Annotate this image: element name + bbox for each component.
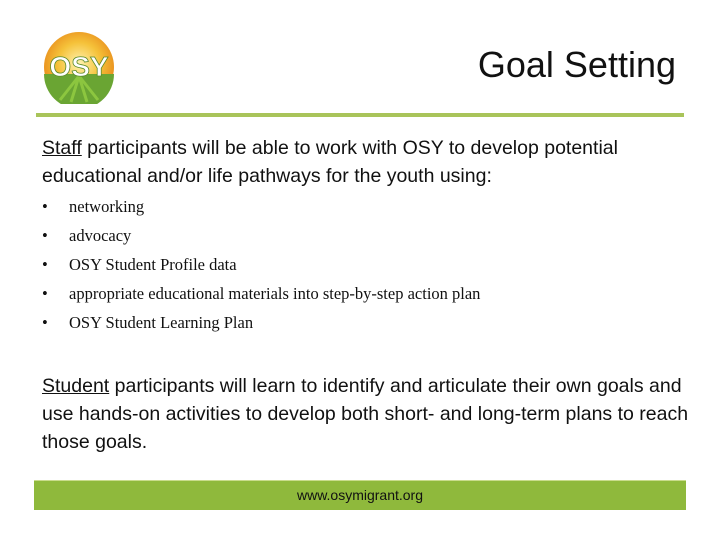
list-item [42, 308, 480, 337]
list-item-label: advocacy [69, 226, 132, 245]
list-item-label: networking [69, 197, 145, 216]
list-item [42, 192, 480, 221]
staff-text: participants will be able to work with OSY to develop potential educational and/or life pathways for the youth using: [42, 137, 618, 187]
bullet-icon: • [42, 197, 48, 216]
bullet-icon: • [42, 284, 48, 303]
tools-list [42, 192, 480, 337]
staff-lead: Staff [42, 137, 82, 159]
list-item [42, 250, 480, 279]
staff-paragraph [42, 134, 682, 190]
list-item [42, 221, 480, 250]
list-item-label: OSY Student Profile data [69, 255, 237, 274]
student-lead: Student [42, 375, 110, 397]
footer-bar [34, 480, 686, 510]
bullet-icon: • [42, 255, 48, 274]
student-text: participants will learn to identify and articulate their own goals and use hands-on activities to develop both short- and long-term plans to reach those goals. [42, 375, 689, 453]
footer-url[interactable]: www.osymigrant.org [296, 487, 424, 503]
bullet-icon: • [42, 313, 48, 332]
student-paragraph [42, 372, 692, 456]
list-item-label: appropriate educational materials into step-by-step action plan [69, 284, 481, 303]
list-item [42, 279, 480, 308]
page-title: Goal Setting [477, 44, 676, 85]
title-divider [36, 113, 684, 117]
logo-text: OSY [49, 51, 109, 82]
osy-logo [40, 30, 118, 104]
bullet-icon: • [42, 226, 48, 245]
list-item-label: OSY Student Learning Plan [69, 313, 254, 332]
